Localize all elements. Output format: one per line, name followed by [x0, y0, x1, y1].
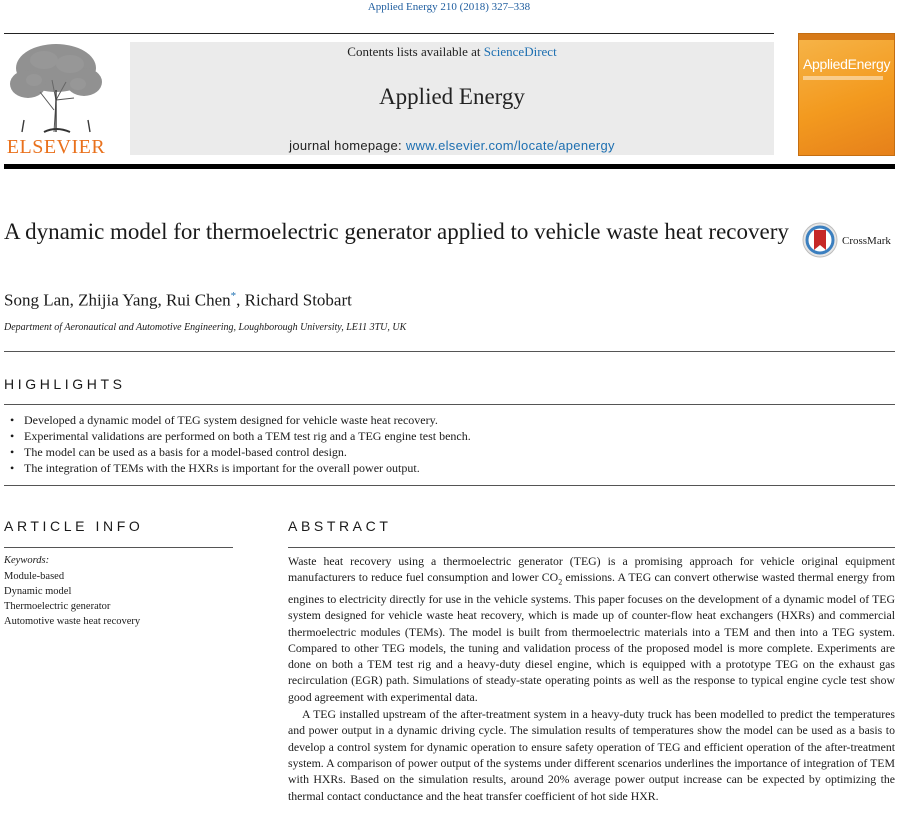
- keyword-item: Thermoelectric generator: [4, 601, 111, 612]
- highlights-bottom-rule: [4, 485, 895, 486]
- co2-subscript: 2: [558, 577, 563, 587]
- authors-first[interactable]: Song Lan, Zhijia Yang, Rui Chen: [4, 290, 231, 310]
- highlight-item: • Developed a dynamic model of TEG system designed for vehicle waste heat recovery.: [8, 412, 471, 428]
- homepage-prefix: journal homepage:: [289, 138, 406, 153]
- journal-homepage: [130, 138, 774, 153]
- journal-cover-image[interactable]: [798, 33, 895, 156]
- header-top-rule: [4, 33, 774, 34]
- abstract-p1-start: Waste heat recovery using a thermoelectric generator (TEG) is a promising approach for vehicle original equipment manufacturers to reduce fuel consumption and lower CO: [288, 554, 895, 585]
- author-affiliation: Department of Aeronautical and Automotive Engineering, Loughborough University, LE11 3TU, UK: [4, 322, 407, 333]
- article-info-heading: ARTICLE INFO: [4, 518, 144, 534]
- keyword-item: Automotive waste heat recovery: [4, 616, 141, 627]
- highlights-heading: HIGHLIGHTS: [4, 376, 126, 392]
- homepage-link[interactable]: www.elsevier.com/locate/apenergy: [405, 138, 615, 153]
- tree-icon: [4, 40, 108, 134]
- publisher-logo[interactable]: [4, 40, 108, 158]
- highlights-inner-top-rule: [4, 404, 895, 405]
- keywords-list: [4, 569, 140, 629]
- header-bottom-rule: [4, 164, 895, 169]
- abstract-heading: ABSTRACT: [288, 518, 392, 534]
- cover-bar: [803, 76, 883, 80]
- publisher-name: ELSEVIER: [6, 136, 106, 158]
- journal-name: Applied Energy: [379, 84, 525, 109]
- highlights-list: [8, 412, 471, 476]
- authors-last[interactable]: , Richard Stobart: [236, 290, 352, 310]
- journal-banner: [130, 42, 774, 155]
- corresponding-author-mark[interactable]: *: [230, 290, 237, 302]
- journal-citation[interactable]: Applied Energy 210 (2018) 327–338: [367, 1, 531, 13]
- article-title: A dynamic model for thermoelectric generator applied to vehicle waste heat recovery: [4, 219, 789, 244]
- abstract-paragraph-1: [288, 553, 895, 705]
- highlight-item: • The model can be used as a basis for a model-based control design.: [8, 444, 471, 460]
- abstract-body: [288, 553, 895, 804]
- crossmark-label[interactable]: CrossMark: [842, 235, 891, 247]
- highlight-item: • Experimental validations are performed on both a TEM test rig and a TEG engine test bench.: [8, 428, 471, 444]
- cover-title: AppliedEnergy: [803, 56, 891, 72]
- abstract-paragraph-2: A TEG installed upstream of the after-treatment system in a heavy-duty truck has been modelled to predict the temperatures and power output in a dynamic driving cycle. The simulation results of temperatures show the model can be used as a basis to develop a control system for dynamic operation to ensure safety operation of TEG and efficient operation of the after-treatment system. A comparison of power output of the systems under different scenarios underlines the importance of integration of TEM with HXRs. Based on the simulation results, around 20% average power output increase can be expected by optimizing the thermal contact conductance and the heat transfer coefficient of hot side HXR.: [288, 707, 895, 803]
- crossmark-icon[interactable]: [802, 222, 838, 258]
- article-info-rule: [4, 547, 233, 548]
- cover-strip: [799, 34, 894, 40]
- contents-prefix: Contents lists available at: [347, 44, 484, 59]
- abstract-p1-end: emissions. A TEG can convert otherwise wasted thermal energy from engines to electricity directly for use in the vehicle systems. This paper focuses on the development of a dynamic model of TEG system designed for vehicle waste heat recovery, which is made up of counter-flow heat exchangers (HXRs) and commercial thermoelectric modules (TEMs). The model is built from thermoelectric materials into a TEM and then into a TEG system. Compared to other TEG models, the tuning and validation process of the proposed model is more complete. Experiments are done on both a TEM test rig and a heavy-duty diesel engine, which is equipped with a prototype TEG on the exhaust gas recirculation (EGR) path. Simulations of steady-state operating points as well as the response to typical engine cycle test show good agreement with experimental data.: [288, 570, 896, 704]
- abstract-rule: [288, 547, 895, 548]
- keyword-item: Module-based: [4, 571, 65, 582]
- highlight-item: • The integration of TEMs with the HXRs is important for the overall power output.: [8, 460, 471, 476]
- keywords-label: Keywords:: [4, 555, 50, 566]
- contents-availability: [130, 44, 774, 60]
- author-list: [4, 290, 352, 311]
- highlights-top-rule: [4, 351, 895, 352]
- sciencedirect-link[interactable]: ScienceDirect: [483, 44, 557, 59]
- keyword-item: Dynamic model: [4, 586, 72, 597]
